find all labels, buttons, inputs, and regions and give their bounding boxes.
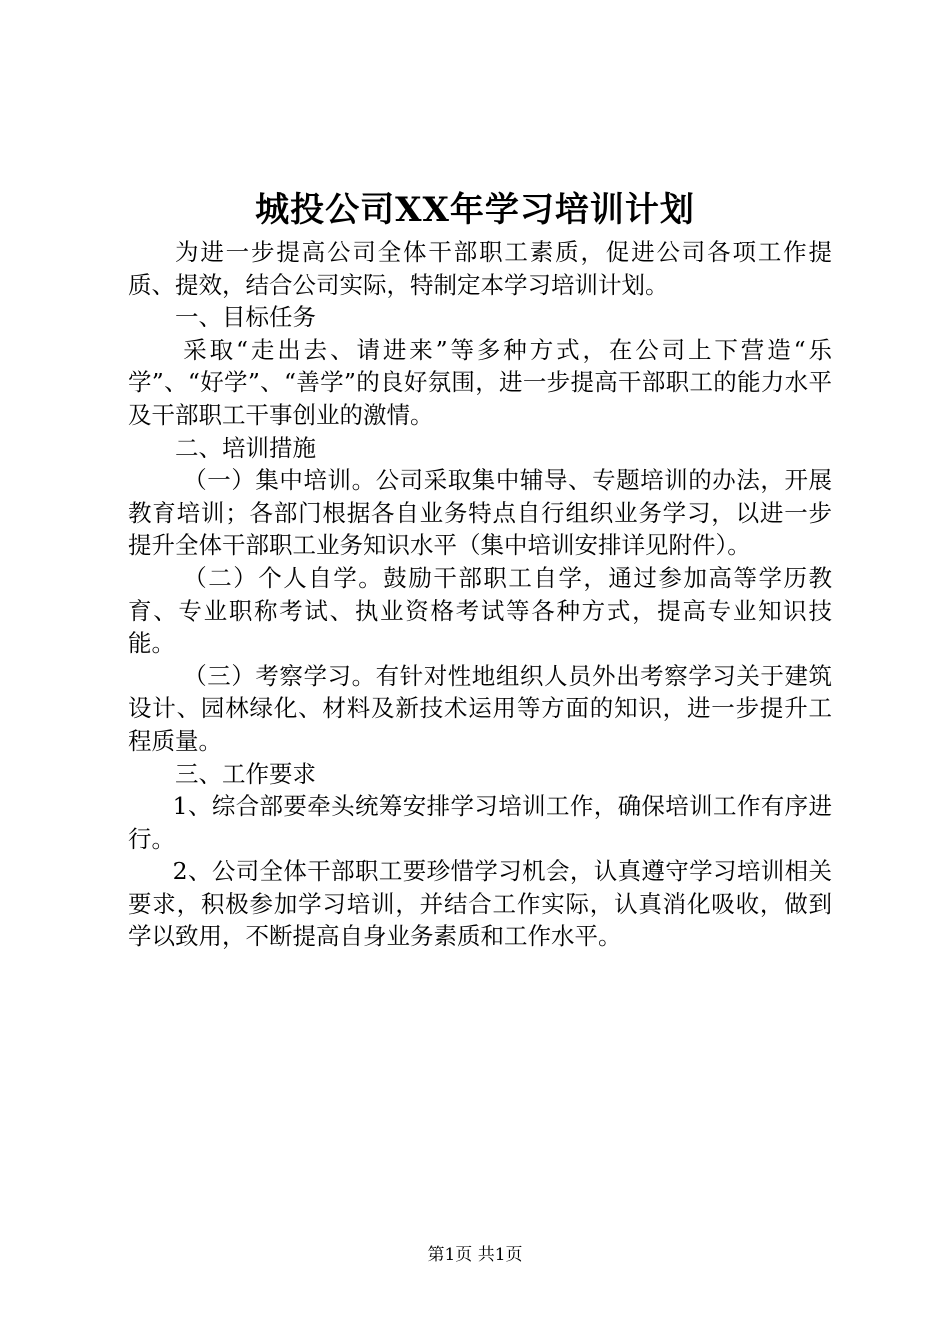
intro-paragraph: 为进一步提高公司全体干部职工素质，促进公司各项工作提质、提效，结合公司实际，特制定本学习培训计划。 bbox=[128, 238, 832, 299]
section2-heading: 二、培训措施 bbox=[175, 433, 316, 462]
section1-paragraph: 采取“走出去、请进来”等多种方式，在公司上下营造“乐学”、“好学”、“善学”的良好氛围，进一步提高干部职工的能力水平及干部职工干事创业的激情。 bbox=[128, 335, 832, 429]
section3-heading: 三、工作要求 bbox=[175, 759, 316, 788]
page-footer: 第1页 共1页 bbox=[427, 1245, 523, 1265]
section2-item3-paragraph: （三）考察学习。有针对性地组织人员外出考察学习关于建筑设计、园林绿化、材料及新技术运用等方面的知识，进一步提升工程质量。 bbox=[128, 661, 832, 755]
section3-item1-paragraph: 1、综合部要牵头统筹安排学习培训工作，确保培训工作有序进行。 bbox=[128, 792, 832, 853]
document-title: 城投公司XX年学习培训计划 bbox=[255, 190, 695, 230]
section3-item2-paragraph: 2、公司全体干部职工要珍惜学习机会，认真遵守学习培训相关要求，积极参加学习培训，并结合工作实际，认真消化吸收，做到学以致用，不断提高自身业务素质和工作水平。 bbox=[128, 857, 832, 951]
section2-item1-paragraph: （一）集中培训。公司采取集中辅导、专题培训的办法，开展教育培训；各部门根据各自业务特点自行组织业务学习，以进一步提升全体干部职工业务知识水平（集中培训安排详见附件）。 bbox=[128, 466, 832, 560]
section1-heading: 一、目标任务 bbox=[175, 303, 316, 332]
section2-item2-paragraph: （二）个人自学。鼓励干部职工自学，通过参加高等学历教育、专业职称考试、执业资格考试等各种方式，提高专业知识技能。 bbox=[128, 563, 832, 658]
document-body bbox=[128, 236, 832, 953]
